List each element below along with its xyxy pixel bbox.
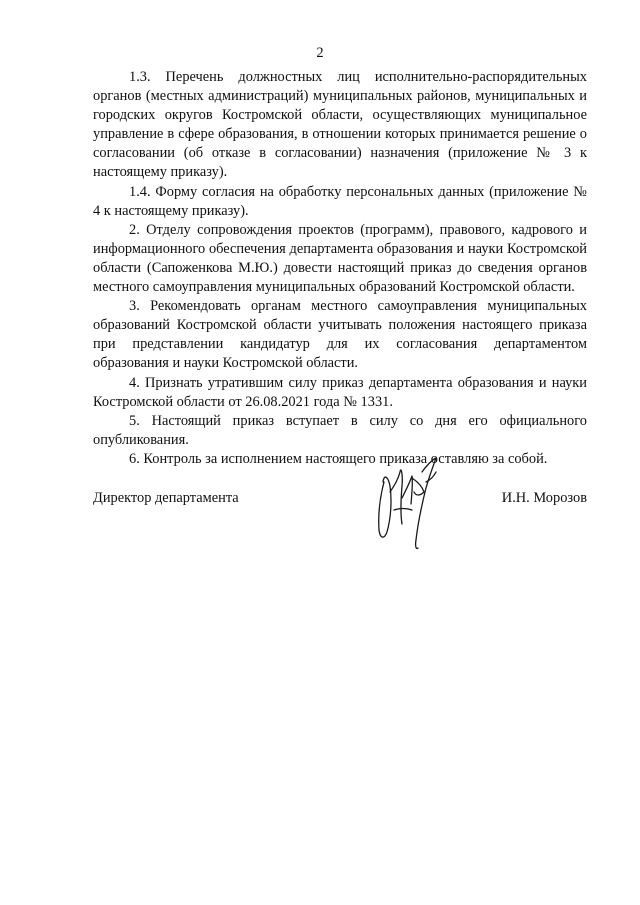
paragraph-6: 6. Контроль за исполнением настоящего приказа оставляю за собой. xyxy=(129,450,548,467)
paragraph-4: 4. Признать утратившим силу приказ департамента образования и науки Костромской области от 26.08.2021 года № 1331. xyxy=(93,374,587,410)
paragraph-5: 5. Настоящий приказ вступает в силу со дня его официального опубликования. xyxy=(93,412,587,448)
paragraph-1-4: 1.4. Форму согласия на обработку персональных данных (приложение № 4 к настоящему приказу). xyxy=(93,183,587,219)
paragraph-1-3: 1.3. Перечень должностных лиц исполнительно-распорядительных органов (местных администраций) муниципальных районов, муниципальных и городских округов Костромской области, осуществляющих муниципальное управление в сфере образования, в отношении которых принимается решение о согласовании (об отказе в согласовании) назначения (приложение № 3 к настоящему приказу). xyxy=(93,69,587,181)
page-number: 2 xyxy=(316,45,324,61)
document-body xyxy=(93,68,587,469)
signature-block xyxy=(93,489,587,513)
signature-strokes xyxy=(379,458,436,549)
signatory-name: И.Н. Морозов xyxy=(501,490,587,506)
signatory-title: Директор департамента xyxy=(93,490,239,506)
paragraph-2: 2. Отделу сопровождения проектов (программ), правового, кадрового и информационного обеспечения департамента образования и науки Костромской области (Сапоженкова М.Ю.) довести настоящий приказ до сведения органов местного самоуправления муниципальных образований Костромской области. xyxy=(93,221,587,296)
handwritten-signature xyxy=(370,452,450,560)
paragraph-3: 3. Рекомендовать органам местного самоуправления муниципальных образований Костромской области учитывать положения настоящего приказа при представлении кандидатур для их согласования департаментом образования и науки Костромской области. xyxy=(93,298,587,372)
